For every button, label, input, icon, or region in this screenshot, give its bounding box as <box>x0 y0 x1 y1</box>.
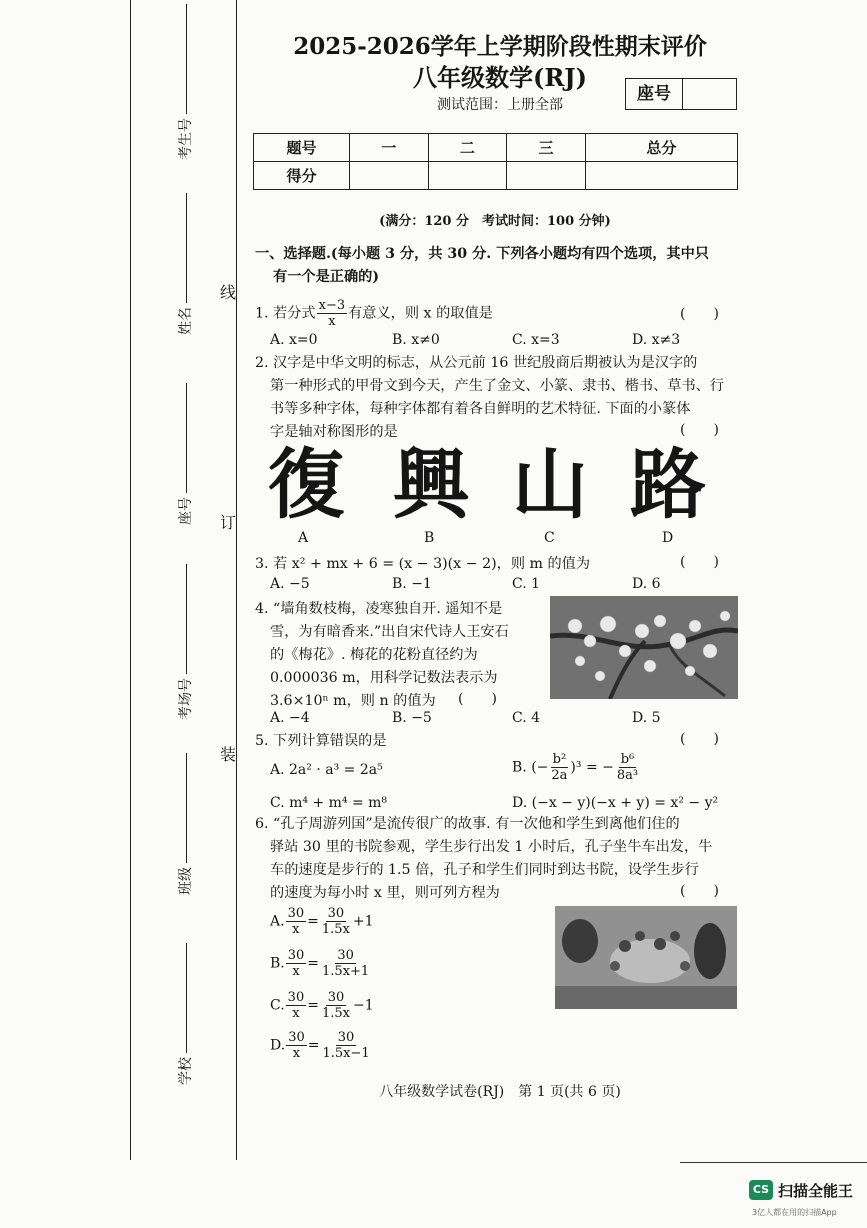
q6-a-frac-right <box>320 906 352 937</box>
binding-word-mount: 装 <box>220 745 237 764</box>
q2-option-a[interactable]: A <box>298 530 309 546</box>
q6-c-rd: 1.5x <box>321 1006 350 1021</box>
q5-option-d[interactable]: D. (−x − y)(−x + y) = x² − y² <box>512 795 719 811</box>
binding-word-bind: 订 <box>220 513 237 532</box>
q6-c-ld: x <box>292 1006 300 1021</box>
question-6-line: 6. “孔子周游列国”是流传很广的故事. 有一次他和学生到离他们住的 <box>255 816 680 832</box>
q5-option-a[interactable]: A. 2a² · a³ = 2a⁵ <box>270 762 383 778</box>
q5-b-den2: 8a³ <box>616 768 639 783</box>
q6-a-rd: 1.5x <box>321 922 350 937</box>
answer-paren-q3[interactable]: ( ) <box>680 554 719 570</box>
q5-b-frac-1 <box>549 752 569 783</box>
q6-b-ld: x <box>292 964 300 979</box>
q6-a-frac-left <box>286 906 307 937</box>
school-field: 学校 <box>175 943 195 1085</box>
question-1-stem <box>255 298 493 329</box>
q6-c-rn: 30 <box>327 990 345 1005</box>
binding-line-inner <box>236 0 237 1160</box>
q2-option-c[interactable]: C <box>544 530 555 546</box>
score-table <box>253 133 738 190</box>
answer-paren-q4[interactable]: ( ) <box>458 691 497 707</box>
q6-b-label: B. <box>270 955 285 972</box>
q6-b-ln: 30 <box>287 948 305 963</box>
binding-line-outer <box>130 0 131 1160</box>
question-3-stem: 3. 若 x² + mx + 6 = (x − 3)(x − 2)，则 m 的值为 <box>255 556 591 572</box>
score-table-cell: 三 <box>507 134 586 162</box>
score-table-header-row <box>254 134 738 162</box>
q3-option-a[interactable]: A. −5 <box>270 576 310 592</box>
q1-option-b[interactable]: B. x≠0 <box>392 332 440 348</box>
score-input-cell[interactable] <box>428 162 507 190</box>
q1-pre: 1. 若分式 <box>255 305 316 322</box>
q4-option-b[interactable]: B. −5 <box>392 710 432 726</box>
seat-box-label: 座号 <box>626 79 683 109</box>
q6-d-rd: 1.5x−1 <box>322 1046 370 1061</box>
question-6-line: 驿站 30 里的书院参观，学生步行出发 1 小时后，孔子坐牛车出发，牛 <box>270 839 713 855</box>
score-input-cell[interactable] <box>350 162 429 190</box>
score-table-score-row <box>254 162 738 190</box>
q5-b-pre: B. (− <box>512 759 549 776</box>
question-2-line: 字是轴对称图形的是 <box>270 424 398 440</box>
q5-b-mid: )³ = − <box>570 759 614 776</box>
q6-b-rd: 1.5x+1 <box>322 964 370 979</box>
question-2-line: 第一种形式的甲骨文到今天，产生了金文、小篆、隶书、楷书、草书、行 <box>270 378 725 394</box>
q1-option-d[interactable]: D. x≠3 <box>632 332 681 348</box>
exam-scope: 测试范围：上册全部 <box>437 97 563 113</box>
seat-number-field: 座号 <box>175 383 195 525</box>
question-6-line: 车的速度是步行的 1.5 倍，孔子和学生们同时到达书院，设学生步行 <box>270 862 699 878</box>
q6-c-frac-left <box>286 990 307 1021</box>
q6-a-ln: 30 <box>287 906 305 921</box>
answer-paren-q6[interactable]: ( ) <box>680 883 719 899</box>
q5-option-c[interactable]: C. m⁴ + m⁴ = m⁸ <box>270 795 388 811</box>
score-table-cell: 一 <box>350 134 429 162</box>
score-input-cell[interactable] <box>585 162 737 190</box>
question-4-line: 3.6×10ⁿ m，则 n 的值为 <box>270 693 436 709</box>
q6-option-d[interactable]: D. $\frac{30}{x}$ = $\frac{30}{1.5x-1}$ <box>270 1030 370 1061</box>
question-2-line: 书等多种字体，每种字体都有着各自鲜明的艺术特征. 下面的小篆体 <box>270 401 691 417</box>
scanner-tagline: 3亿人都在用的扫描App <box>752 1208 837 1217</box>
q6-c-frac-right <box>320 990 352 1021</box>
exam-room-field: 考场号 <box>175 564 195 720</box>
question-6-line: 的速度为每小时 x 里，则可列方程为 <box>270 885 500 901</box>
scanner-app-name: 扫描全能王 <box>778 1182 854 1200</box>
q4-option-a[interactable]: A. −4 <box>270 710 310 726</box>
q6-d-frac-right <box>320 1030 371 1061</box>
score-table-cell: 二 <box>428 134 507 162</box>
q6-d-label: D. <box>270 1037 286 1054</box>
q6-b-frac-left <box>286 948 307 979</box>
bottom-rule <box>680 1162 867 1163</box>
question-4-line: 雪，为有暗香来.”出自宋代诗人王安石 <box>270 624 509 640</box>
q1-option-c[interactable]: C. x=3 <box>512 332 560 348</box>
score-table-cell: 得分 <box>254 162 350 190</box>
confucius-travels-painting <box>555 906 737 1009</box>
exam-title: 2025-2026学年上学期阶段性期末评价 <box>293 33 707 60</box>
q6-d-rn: 30 <box>337 1030 355 1045</box>
seal-glyph-c: 山 <box>512 440 588 529</box>
q5-b-num2: b⁶ <box>620 752 635 767</box>
q5-b-den: 2a <box>551 768 568 783</box>
q6-a-tail: +1 <box>352 913 374 930</box>
answer-paren-q2[interactable]: ( ) <box>680 422 719 438</box>
q6-c-tail: −1 <box>352 997 374 1014</box>
class-field: 班级 <box>175 753 195 895</box>
seal-glyph-d: 路 <box>630 440 706 529</box>
plum-blossom-photo <box>550 596 738 699</box>
q2-option-b[interactable]: B <box>424 530 435 546</box>
name-field: 姓名 <box>175 193 195 335</box>
full-mark-info: (满分：120 分 考试时间：100 分钟) <box>379 214 611 229</box>
section-heading: 一、选择题.(每小题 3 分，共 30 分. 下列各小题均有四个选项，其中只 <box>255 246 709 262</box>
scanner-logo-icon: CS <box>749 1180 773 1200</box>
q6-c-ln: 30 <box>287 990 305 1005</box>
q6-d-ln: 30 <box>288 1030 305 1045</box>
q6-a-label: A. <box>270 913 285 930</box>
q5-b-num: b² <box>552 752 567 767</box>
q6-option-c[interactable]: C. $\frac{30}{x}$ = $\frac{30}{1.5x}$ −1 <box>270 990 374 1021</box>
question-4-line: 的《梅花》. 梅花的花粉直径约为 <box>270 647 478 663</box>
candidate-number-field: 考生号 <box>175 4 195 160</box>
seal-glyph-b: 興 <box>393 440 469 529</box>
q6-a-ld: x <box>292 922 300 937</box>
q4-option-c[interactable]: C. 4 <box>512 710 541 726</box>
q6-c-label: C. <box>270 997 285 1014</box>
question-2-line: 2. 汉字是中华文明的标志，从公元前 16 世纪殷商后期被认为是汉字的 <box>255 355 698 371</box>
binding-word-line: 线 <box>220 283 237 302</box>
q6-d-ld: x <box>292 1046 301 1061</box>
q6-a-rn: 30 <box>327 906 345 921</box>
score-input-cell[interactable] <box>507 162 586 190</box>
q1-post: 有意义，则 x 的取值是 <box>348 305 493 322</box>
seat-box <box>625 78 737 110</box>
q3-option-c[interactable]: C. 1 <box>512 576 541 592</box>
exam-subtitle: 八年级数学(RJ) <box>412 63 587 92</box>
q3-option-b[interactable]: B. −1 <box>392 576 432 592</box>
q1-fraction <box>317 298 348 329</box>
page-footer: 八年级数学试卷(RJ) 第 1 页(共 6 页) <box>379 1084 621 1100</box>
seal-glyph-a: 復 <box>268 440 344 529</box>
q1-frac-den: x <box>328 314 336 329</box>
q6-b-frac-right <box>320 948 371 979</box>
score-table-cell: 题号 <box>254 134 350 162</box>
score-table-cell: 总分 <box>585 134 737 162</box>
q4-option-d[interactable]: D. 5 <box>632 710 661 726</box>
q3-option-d[interactable]: D. 6 <box>632 576 661 592</box>
q5-option-b[interactable] <box>512 752 641 783</box>
question-4-line: 0.000036 m，用科学记数法表示为 <box>270 670 498 686</box>
q2-option-d[interactable]: D <box>662 530 674 546</box>
answer-paren-q5[interactable]: ( ) <box>680 731 719 747</box>
q6-b-rn: 30 <box>337 948 354 963</box>
q6-option-a[interactable]: A. $\frac{30}{x}$ = $\frac{30}{1.5x}$ +1 <box>270 906 374 937</box>
q6-d-frac-left <box>286 1030 307 1061</box>
answer-paren-q1[interactable]: ( ) <box>680 306 719 322</box>
q1-option-a[interactable]: A. x=0 <box>270 332 318 348</box>
question-4-line: 4. “墙角数枝梅，凌寒独自开. 遥知不是 <box>255 601 503 617</box>
q1-frac-num: x−3 <box>318 298 346 313</box>
q6-option-b[interactable]: B. $\frac{30}{x}$ = $\frac{30}{1.5x+1}$ <box>270 948 370 979</box>
question-5-stem: 5. 下列计算错误的是 <box>255 733 387 749</box>
section-heading-cont: 有一个是正确的) <box>273 269 380 285</box>
q5-b-frac-2 <box>615 752 640 783</box>
